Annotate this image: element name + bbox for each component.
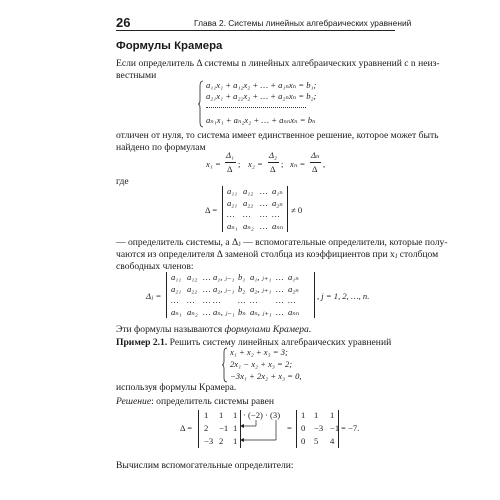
detj-cell: … bbox=[213, 295, 221, 305]
formula-x1-lhs: x₁ = bbox=[206, 159, 221, 169]
determinant-delta bbox=[205, 186, 325, 234]
det-cell: a₁₁ bbox=[227, 186, 238, 196]
paragraph-4-prefix: Эти формулы называются bbox=[116, 324, 225, 335]
example-system bbox=[222, 347, 332, 383]
det-cell: a₁ₙ bbox=[272, 186, 283, 196]
detj-cell: a₁ₙ bbox=[288, 272, 299, 282]
chapter-title: Глава 2. Системы линейных алгебраических уравнений bbox=[194, 18, 412, 28]
det3-left-cell: 1 bbox=[233, 410, 238, 420]
detj-cell: … bbox=[238, 295, 246, 305]
paragraph-2-line-1: отличен от нуля, то система имеет единственное решение, которое может быть bbox=[116, 130, 439, 141]
det3-right-bar-l bbox=[296, 410, 297, 448]
paragraph-4-term: формулами Крамера bbox=[224, 324, 309, 335]
detj-lhs: Δⱼ = bbox=[146, 291, 162, 301]
detj-cell: a₁₁ bbox=[171, 272, 182, 282]
detj-cell: a₁₂ bbox=[187, 272, 198, 282]
paragraph-2-line-2: найдено по формулам bbox=[116, 142, 206, 153]
formula-end: , bbox=[323, 159, 326, 169]
det-cell: a₁₂ bbox=[243, 186, 254, 196]
paragraph-6: Вычислим вспомогательные определители: bbox=[116, 460, 294, 471]
example-label: Пример 2.1. bbox=[116, 337, 168, 348]
cramer-formulas bbox=[206, 150, 366, 178]
formula-xn-lhs: xₙ = bbox=[290, 159, 306, 169]
detj-cell: aₙ, ⱼ₋₁ bbox=[213, 307, 235, 317]
page-number: 26 bbox=[116, 15, 131, 30]
det3-right-cell: 0 bbox=[301, 436, 306, 446]
det3-result: = −7. bbox=[341, 423, 360, 433]
det-lhs: Δ = bbox=[205, 205, 218, 215]
detj-cell: a₁, ⱼ₊₁ bbox=[250, 272, 272, 282]
detj-cell: b₂ bbox=[238, 284, 246, 294]
det3-left-cell: 2 bbox=[204, 423, 209, 433]
paragraph-5: используя формулы Крамера. bbox=[116, 382, 237, 393]
formula-x2-num: Δ₂ bbox=[269, 150, 278, 160]
det3-right-cell: 1 bbox=[314, 410, 319, 420]
detj-cell: a₂ₙ bbox=[288, 284, 299, 294]
det-cell: a₂ₙ bbox=[272, 198, 283, 208]
detj-left-bar bbox=[166, 272, 167, 318]
detj-cell: a₂, ⱼ₊₁ bbox=[250, 284, 272, 294]
det-cell: … bbox=[227, 209, 235, 219]
detj-cell: … bbox=[276, 307, 284, 317]
system-brace bbox=[198, 80, 204, 128]
paragraph-1-line-1: Если определитель Δ системы n линейных алгебраических уравнений с n неиз- bbox=[116, 58, 440, 69]
detj-cell: aₙₙ bbox=[288, 307, 300, 317]
det-cell: a₂₁ bbox=[227, 198, 238, 208]
det-left-bar bbox=[222, 186, 223, 232]
formula-xn-bar bbox=[310, 162, 321, 163]
formula-x1-num: Δ₁ bbox=[226, 150, 235, 160]
formula-xn-den: Δ bbox=[312, 164, 318, 174]
detj-cell: … bbox=[203, 295, 211, 305]
det3-right-cell: −3 bbox=[314, 423, 324, 433]
formula-x2-lhs: x₂ = bbox=[248, 159, 263, 169]
det-neq-zero: ≠ 0 bbox=[291, 205, 303, 215]
solution-label: Решение bbox=[116, 396, 152, 407]
example-text: Решить систему линейных алгебраических уравнений bbox=[167, 337, 392, 348]
det3-right-cell: 1 bbox=[330, 410, 335, 420]
example-brace bbox=[222, 347, 228, 383]
paragraph-4 bbox=[116, 324, 311, 336]
det3-left-cell: 2 bbox=[219, 436, 224, 446]
paragraph-4-suffix: . bbox=[308, 324, 312, 335]
detj-cell: … bbox=[187, 295, 195, 305]
det3-eq: = bbox=[287, 423, 292, 433]
det3-right-cell: 0 bbox=[301, 423, 306, 433]
detj-cell: aₙ₁ bbox=[171, 307, 182, 317]
det3-left-cell: 1 bbox=[204, 410, 209, 420]
det-cell: … bbox=[260, 186, 268, 196]
detj-cell: … bbox=[203, 307, 211, 317]
paragraph-3-line-1: — определитель системы, а Δⱼ — вспомогательные определители, которые полу- bbox=[116, 237, 448, 248]
detj-cell: aₙ, ⱼ₊₁ bbox=[250, 307, 272, 317]
det3-right-cell: 4 bbox=[330, 436, 335, 446]
det3-right-cell: 5 bbox=[314, 436, 319, 446]
det3-right-cell: 1 bbox=[301, 410, 306, 420]
system-1-row-2: a₂₁x₁ + a₂₂x₂ + … + a₂ₙxₙ = b₂; bbox=[206, 91, 317, 101]
formula-x1-den: Δ bbox=[227, 164, 233, 174]
detj-cell: … bbox=[203, 284, 211, 294]
detj-cell: … bbox=[276, 295, 284, 305]
det3-left-cell: −3 bbox=[204, 436, 214, 446]
formula-sep-2: ; bbox=[281, 159, 284, 169]
det-cell: aₙ₂ bbox=[243, 221, 254, 231]
paragraph-3-line-2: чаются из определителя Δ заменой столбца из коэффициентов при xⱼ столбцом bbox=[116, 249, 439, 260]
example-row-3: −3x₁ + 2x₂ + x₃ = 0, bbox=[230, 371, 302, 381]
formula-sep-1: ; bbox=[238, 159, 241, 169]
det3-left-cell: 1 bbox=[219, 410, 224, 420]
detj-cell: … bbox=[276, 272, 284, 282]
det3-left-cell: 1 bbox=[233, 423, 238, 433]
det3-right-cell: −1 bbox=[330, 423, 340, 433]
det3-ops: · (−2) · (3) bbox=[243, 410, 281, 420]
detj-cell: … bbox=[288, 295, 296, 305]
detj-cell: … bbox=[171, 295, 179, 305]
system-1 bbox=[198, 80, 318, 128]
formula-x1-bar bbox=[225, 162, 236, 163]
detj-cell: a₂, ⱼ₋₁ bbox=[213, 284, 235, 294]
detj-cell: bₙ bbox=[238, 307, 246, 317]
example-row-1: x₁ + x₂ + x₃ = 3; bbox=[230, 347, 288, 357]
formula-x2-bar bbox=[268, 162, 279, 163]
section-title: Формулы Крамера bbox=[116, 40, 223, 52]
header-rule bbox=[116, 30, 395, 31]
detj-right-bar bbox=[314, 272, 315, 318]
det-cell: a₂₂ bbox=[243, 198, 254, 208]
solution-line bbox=[116, 396, 274, 408]
det-cell: … bbox=[260, 198, 268, 208]
detj-cell: … bbox=[276, 284, 284, 294]
det-cell: … bbox=[260, 221, 268, 231]
det3-left-cell: −1 bbox=[219, 423, 229, 433]
det-cell: aₙ₁ bbox=[227, 221, 238, 231]
paragraph-1-line-2: вестными bbox=[116, 70, 157, 81]
detj-cell: … bbox=[250, 295, 258, 305]
det3-left-cell: 1 bbox=[233, 436, 238, 446]
formula-xn-num: Δₙ bbox=[311, 150, 320, 160]
det-cell: … bbox=[243, 209, 251, 219]
paragraph-3-line-3: свободных членов: bbox=[116, 261, 194, 272]
where-word: где bbox=[116, 176, 129, 187]
detj-cell: b₁ bbox=[238, 272, 246, 282]
detj-cell: a₂₁ bbox=[171, 284, 182, 294]
system-1-dotted-row bbox=[206, 107, 306, 108]
detj-cell: aₙ₂ bbox=[187, 307, 198, 317]
system-1-row-3: aₙ₁x₁ + aₙ₂x₂ + … + aₙₙxₙ = bₙ bbox=[206, 115, 316, 125]
formula-x2-den: Δ bbox=[270, 164, 276, 174]
detj-range: , j = 1, 2, …, n. bbox=[317, 291, 370, 301]
detj-cell: … bbox=[203, 272, 211, 282]
detj-cell: a₂₂ bbox=[187, 284, 198, 294]
system-1-row-1: a₁₁x₁ + a₁₂x₂ + … + a₁ₙxₙ = b₁; bbox=[206, 80, 317, 90]
det3-lhs: Δ = bbox=[180, 423, 193, 433]
example-row-2: 2x₁ − x₂ + x₃ = 2; bbox=[230, 359, 293, 369]
detj-cell: a₁, ⱼ₋₁ bbox=[213, 272, 235, 282]
det-right-bar bbox=[287, 186, 288, 232]
det-cell: aₙₙ bbox=[272, 221, 284, 231]
solution-text: : определитель системы равен bbox=[151, 396, 275, 407]
det-cell: … bbox=[272, 209, 280, 219]
det-cell: … bbox=[260, 209, 268, 219]
